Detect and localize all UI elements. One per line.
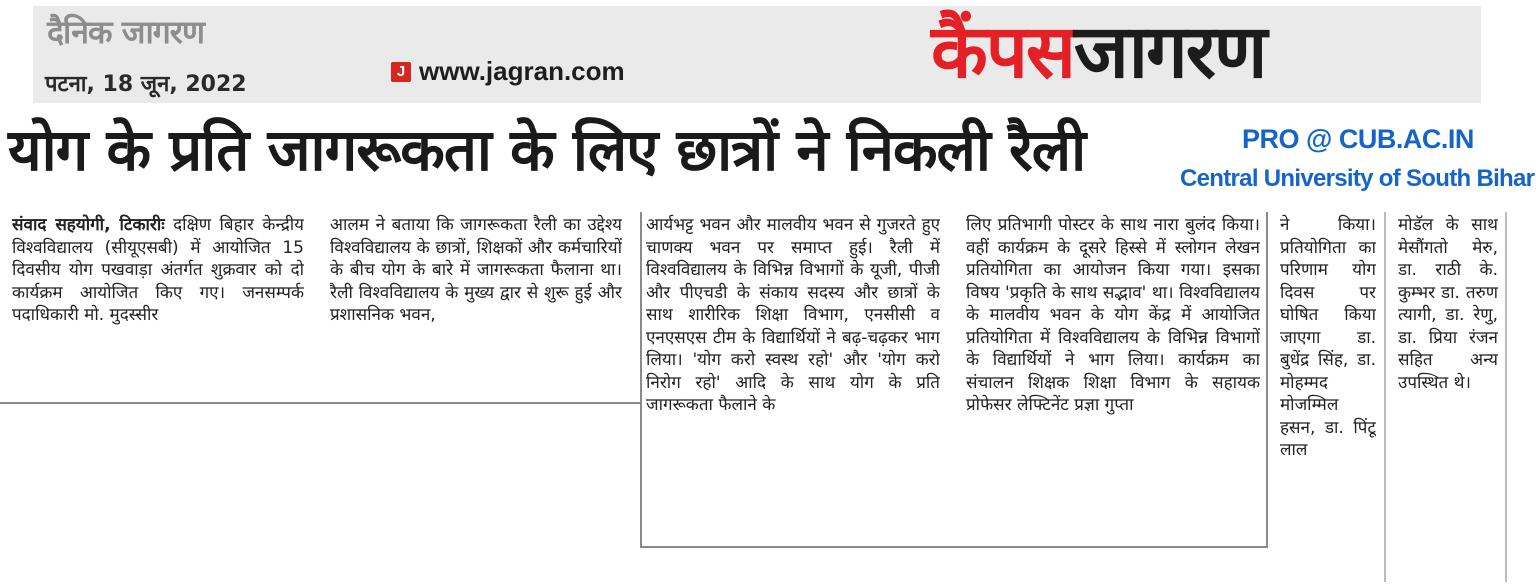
article-column-6: मोडॅल के साथ मेसौंगतो मेरु, डा. राठी के. कुम्भर डा. तरुण त्यागी, डा. रेणु, डा. प्रिया रंजन सहित अन्य उपस्थित थे। (1398, 215, 1498, 393)
byline: संवाद सहयोगी, टिकारीः (12, 215, 165, 235)
article-column-1 (12, 214, 304, 392)
column-rule-3 (640, 212, 642, 548)
jagran-logo-icon: J (391, 62, 411, 82)
section-title (931, 6, 1265, 98)
site-url[interactable]: www.jagran.com (419, 56, 625, 86)
bottom-rule (640, 546, 1266, 548)
article-column-5: ने किया। प्रतियोगिता का परिणाम योग दिवस पर घोषित किया जाएगा डा. बुधेंद्र सिंह, डा. मोहम्मद मोजम्मिल हसन, डा. पिंटू लाल (1280, 215, 1376, 460)
watermark-institution: Central University of South Bihar (1180, 165, 1535, 192)
left-box-bottom-rule (0, 402, 640, 404)
watermark-email: PRO @ CUB.AC.IN (1242, 124, 1474, 154)
masthead (33, 6, 1481, 103)
column-rule-5 (1384, 212, 1386, 582)
dateline: पटना, 18 जून, 2022 (45, 72, 247, 97)
article-headline: योग के प्रति जागरूकता के लिए छात्रों ने निकली रैली (8, 116, 1086, 184)
column-1-text: दक्षिण बिहार केन्द्रीय विश्वविद्यालय (सीयूएसबी) में आयोजित 15 दिवसीय योग पखवाड़ा अंतर्गत शुक्रवार को दो कार्यक्रम आयोजित किए गए। जनसम्पर्क पदाधिकारी मो. मुदस्सीर (12, 215, 304, 325)
section-title-part1: कैंपस (931, 9, 1074, 95)
article-column-3: आर्यभट्ट भवन और मालवीय भवन से गुजरते हुए चाणक्य भवन पर समाप्त हुई। रैली में विश्वविद्यालय के विभिन्न विभागों के यूजी, पीजी और पीएचडी के संकाय सदस्य और छात्रों के साथ शारीरिक शिक्षा विभाग, एनसीसी व एनएसएस टीम के विद्यार्थियों ने बढ़-चढ़कर भाग लिया। 'योग करो स्वस्थ रहो' और 'योग करो निरोग रहो' आदि के साथ योग के प्रति जागरूकता फैलाने के (646, 215, 940, 415)
newspaper-brand: दैनिक जागरण (47, 13, 205, 51)
article-column-2: आलम ने बताया कि जागरूकता रैली का उद्देश्य विश्वविद्यालय के छात्रों, शिक्षकों और कर्मचारियों के बीच योग के बारे में जागरूकता फैलाना था। रैली विश्वविद्यालय के मुख्य द्वार से शुरू हुई और प्रशासनिक भवन, (330, 215, 622, 325)
article-column-4: लिए प्रतिभागी पोस्टर के साथ नारा बुलंद किया। वहीं कार्यक्रम के दूसरे हिस्से में स्लोगन लेखन प्रतियोगिता का आयोजन किया गया। इसका विषय 'प्रकृति के साथ सद्भाव' था। विश्वविद्यालय के मालवीय भवन के योग केंद्र में आयोजित प्रतियोगिता में विश्वविद्यालय के विभिन्न विभागों के विद्यार्थियों ने भाग लिया। कार्यक्रम का संचालन शिक्षक शिक्षा विभाग के सहायक प्रोफेसर लेफ्टिनेंट प्रज्ञा गुप्ता (966, 215, 1260, 415)
site-link[interactable] (391, 56, 625, 87)
section-title-part2: जागरण (1073, 9, 1266, 95)
column-rule-6 (1505, 212, 1507, 582)
column-rule-4 (1266, 212, 1268, 548)
